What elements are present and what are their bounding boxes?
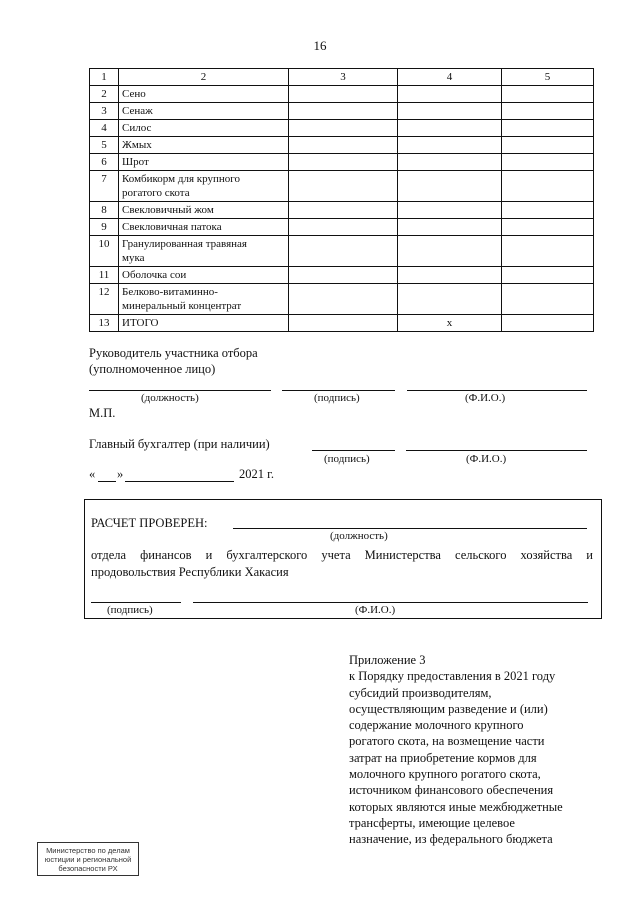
cell-col-3 — [289, 103, 398, 120]
feed-name-line: Свекловичный жом — [122, 204, 214, 216]
cell-col-3 — [289, 154, 398, 171]
cell-col-3 — [289, 315, 398, 332]
cell-col-3 — [289, 236, 398, 267]
cell-col-5 — [502, 284, 594, 315]
head-subtitle: (уполномоченное лицо) — [89, 362, 216, 376]
cell-col-3 — [289, 120, 398, 137]
header-col-3: 3 — [289, 69, 398, 86]
cell-col-3 — [289, 284, 398, 315]
feed-name — [119, 219, 289, 236]
appendix-block — [349, 652, 599, 848]
feed-name-line: рогатого скота — [122, 187, 190, 199]
cell-col-4 — [398, 202, 502, 219]
feed-name-line: Сенаж — [122, 105, 153, 117]
cell-col-4 — [398, 219, 502, 236]
verified-fio-line — [193, 602, 588, 603]
verified-signature-line — [91, 602, 181, 603]
cell-col-4 — [398, 154, 502, 171]
appendix-line: источником финансового обеспечения — [349, 783, 554, 798]
signature-line — [282, 390, 395, 391]
feed-name — [119, 154, 289, 171]
appendix-line: содержание молочного крупного — [349, 718, 524, 733]
cell-col-5 — [502, 137, 594, 154]
header-col-5: 5 — [502, 69, 594, 86]
stamp-place: М.П. — [89, 406, 116, 420]
feed-name-line: ИТОГО — [122, 317, 159, 329]
row-number: 7 — [90, 171, 119, 202]
table-row — [90, 120, 594, 137]
feed-name-line: Силос — [122, 122, 152, 134]
cell-col-5 — [502, 219, 594, 236]
cell-col-5 — [502, 154, 594, 171]
verified-title: РАСЧЕТ ПРОВЕРЕН: — [91, 516, 208, 530]
feed-name — [119, 103, 289, 120]
feed-name — [119, 120, 289, 137]
chief-accountant-label: Главный бухгалтер (при наличии) — [89, 437, 270, 451]
cell-col-5 — [502, 236, 594, 267]
table-row — [90, 284, 594, 315]
cell-col-3 — [289, 267, 398, 284]
stamp-line: безопасности РХ — [58, 864, 118, 873]
signature-caption: (подпись) — [314, 392, 360, 404]
table-row — [90, 202, 594, 219]
table-row — [90, 315, 594, 332]
cell-col-5 — [502, 86, 594, 103]
cell-col-3 — [289, 202, 398, 219]
feed-name-line: Комбикорм для крупного — [122, 173, 240, 185]
feed-name — [119, 267, 289, 284]
cell-col-4 — [398, 86, 502, 103]
table-header-row — [90, 69, 594, 86]
row-number: 11 — [90, 267, 119, 284]
cell-col-5 — [502, 202, 594, 219]
stamp-line: юстиции и региональной — [44, 855, 132, 864]
table-row — [90, 86, 594, 103]
table-row — [90, 267, 594, 284]
feed-name — [119, 202, 289, 219]
fio-caption: (Ф.И.О.) — [465, 392, 506, 404]
feed-name-line: Свекловичная патока — [122, 221, 222, 233]
date-day-line — [98, 481, 116, 482]
table-row — [90, 171, 594, 202]
accountant-signature-line — [312, 450, 395, 451]
cell-col-4 — [398, 171, 502, 202]
cell-col-4: x — [398, 315, 502, 332]
cell-col-3 — [289, 86, 398, 103]
accountant-signature-caption: (подпись) — [324, 453, 370, 465]
stamp-line: Министерство по делам — [46, 846, 130, 855]
cell-col-3 — [289, 219, 398, 236]
row-number: 5 — [90, 137, 119, 154]
cell-col-3 — [289, 137, 398, 154]
row-number: 2 — [90, 86, 119, 103]
verified-fio-caption: (Ф.И.О.) — [355, 604, 396, 616]
cell-col-5 — [502, 267, 594, 284]
date-month-line — [125, 481, 234, 482]
date-open-quote: « — [89, 467, 96, 481]
verified-position-caption: (должность) — [330, 530, 388, 542]
ministry-stamp — [37, 842, 139, 876]
feed-name — [119, 315, 289, 332]
head-title: Руководитель участника отбора — [89, 346, 258, 360]
date-close-quote: » — [117, 467, 124, 481]
feed-name — [119, 137, 289, 154]
verified-signature-caption: (подпись) — [107, 604, 153, 616]
feed-name — [119, 171, 289, 202]
appendix-line: которых являются иные межбюджетные — [349, 799, 563, 814]
appendix-title: Приложение 3 — [349, 653, 426, 667]
row-number: 9 — [90, 219, 119, 236]
appendix-line: молочного крупного рогатого скота, — [349, 767, 541, 782]
row-number: 12 — [90, 284, 119, 315]
feed-name-line: мука — [122, 252, 145, 264]
header-col-4: 4 — [398, 69, 502, 86]
table-row — [90, 219, 594, 236]
feed-name-line: Гранулированная травяная — [122, 238, 247, 250]
appendix-line: субсидий производителям, — [349, 685, 492, 700]
table-row — [90, 236, 594, 267]
row-number: 6 — [90, 154, 119, 171]
feed-name — [119, 236, 289, 267]
feed-name-line: Белково-витаминно- — [122, 286, 218, 298]
position-line — [89, 390, 271, 391]
cell-col-4 — [398, 103, 502, 120]
row-number: 13 — [90, 315, 119, 332]
accountant-fio-caption: (Ф.И.О.) — [466, 453, 507, 465]
cell-col-4 — [398, 236, 502, 267]
verified-position-line — [233, 528, 587, 529]
header-col-1: 1 — [90, 69, 119, 86]
accountant-fio-line — [406, 450, 587, 451]
appendix-line: назначение, из федерального бюджета — [349, 832, 553, 847]
table-row — [90, 103, 594, 120]
feed-name — [119, 284, 289, 315]
row-number: 3 — [90, 103, 119, 120]
feed-name — [119, 86, 289, 103]
appendix-line: осуществляющим разведение и (или) — [349, 701, 548, 716]
cell-col-4 — [398, 137, 502, 154]
feed-name-line: Оболочка сои — [122, 269, 187, 281]
position-caption: (должность) — [141, 392, 199, 404]
feed-name-line: минеральный концентрат — [122, 300, 242, 312]
header-col-2: 2 — [119, 69, 289, 86]
feed-name-line: Сено — [122, 88, 146, 100]
feed-name-line: Жмых — [122, 139, 152, 151]
appendix-line: к Порядку предоставления в 2021 году — [349, 669, 556, 684]
feed-table — [89, 68, 594, 332]
page-number: 16 — [313, 38, 327, 53]
row-number: 8 — [90, 202, 119, 219]
row-number: 4 — [90, 120, 119, 137]
appendix-line: трансферты, имеющие целевое — [349, 815, 515, 830]
department-text: отдела финансов и бухгалтерского учета Министерства сельского хозяйства и продовольствия Республики Хакасия — [91, 548, 593, 579]
appendix-line: рогатого скота, на возмещение части — [349, 734, 545, 749]
cell-col-5 — [502, 171, 594, 202]
feed-name-line: Шрот — [122, 156, 149, 168]
cell-col-3 — [289, 171, 398, 202]
date-year: 2021 г. — [239, 467, 274, 481]
cell-col-4 — [398, 284, 502, 315]
row-number: 10 — [90, 236, 119, 267]
cell-col-4 — [398, 267, 502, 284]
verification-box — [84, 499, 602, 619]
appendix-line: затрат на приобретение кормов для — [349, 750, 537, 765]
table-row — [90, 137, 594, 154]
table-row — [90, 154, 594, 171]
cell-col-5 — [502, 315, 594, 332]
cell-col-4 — [398, 120, 502, 137]
fio-line — [407, 390, 587, 391]
cell-col-5 — [502, 103, 594, 120]
cell-col-5 — [502, 120, 594, 137]
